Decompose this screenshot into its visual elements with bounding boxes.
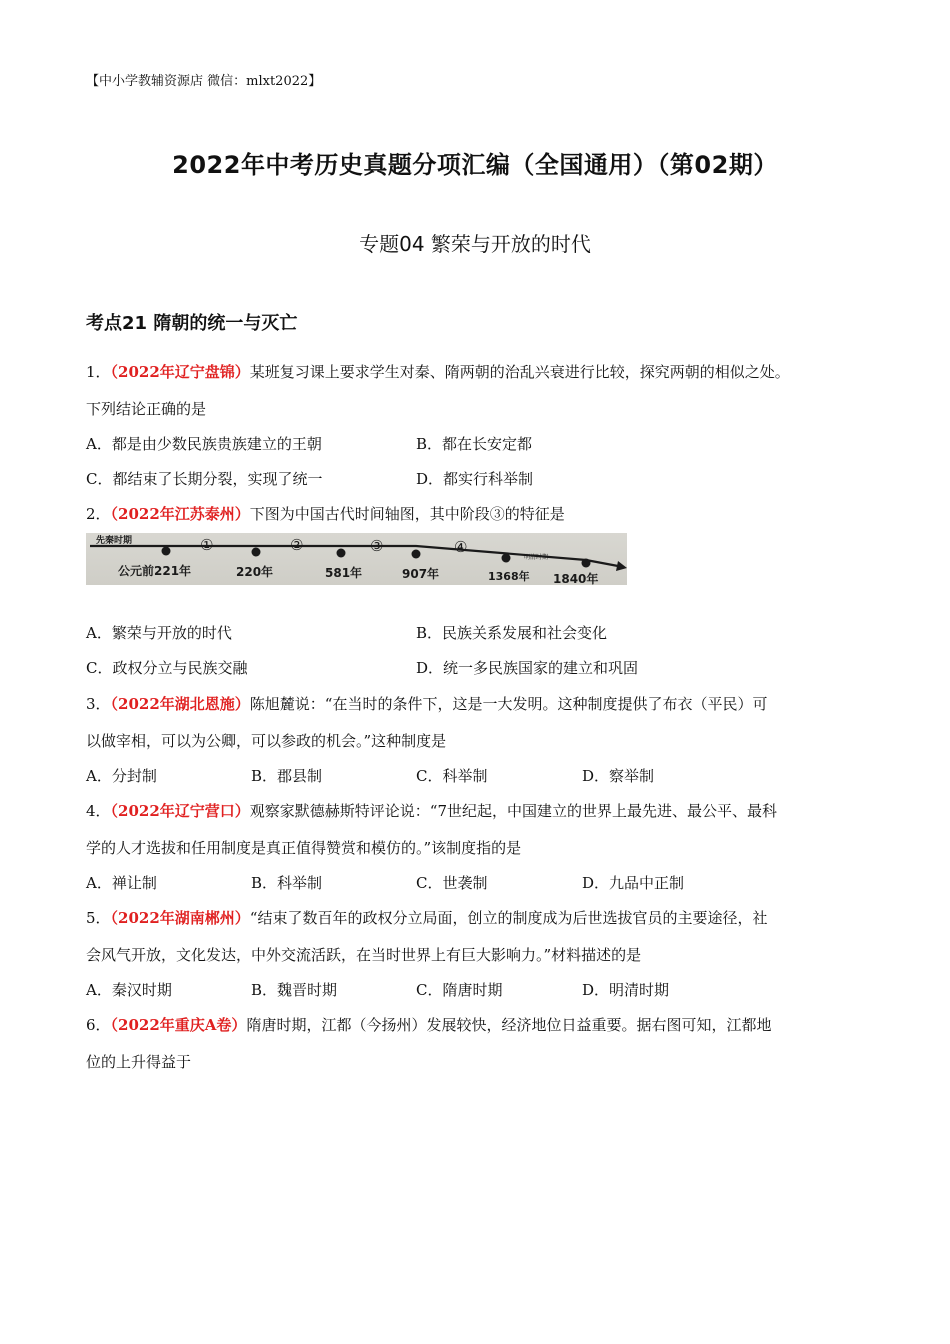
timeline-year: 1368年 [488, 570, 530, 583]
question-number: 1． [86, 363, 111, 381]
document-title: 2022年中考历史真题分项汇编（全国通用）（第02期） [172, 151, 778, 179]
timeline-dot [252, 548, 261, 557]
question-3-option-a: A．分封制 [86, 767, 157, 785]
page-header: 【中小学教辅资源店 微信：mlxt2022】 [86, 74, 322, 89]
question-4-option-d: D．九品中正制 [582, 874, 685, 892]
timeline-year: 907年 [402, 567, 440, 581]
question-1-stem-cont: 下列结论正确的是 [86, 400, 207, 418]
question-4-stem-cont: 学的人才选拔和任用制度是真正值得赞赏和模仿的。”该制度指的是 [86, 839, 522, 857]
question-5-option-d: D．明清时期 [582, 981, 670, 999]
question-source: （2022年湖北恩施） [110, 695, 250, 713]
question-5-option-b: B．魏晋时期 [251, 981, 338, 999]
question-stem: 隋唐时期，江都（今扬州）发展较快，经济地位日益重要。据右图可知，江都地 [246, 1016, 772, 1034]
question-number: 5． [86, 909, 111, 927]
question-2-option-d: D．统一多民族国家的建立和巩固 [416, 659, 639, 677]
timeline-dot [502, 554, 511, 563]
timeline-stage: ③ [370, 537, 384, 555]
question-5-option-c: C．隋唐时期 [416, 981, 503, 999]
question-number: 2． [86, 505, 111, 523]
question-1-option-b: B．都在长安定都 [416, 435, 533, 453]
timeline-stage: ② [290, 536, 304, 554]
timeline-year: 1840年 [553, 572, 599, 585]
timeline-year: 581年 [325, 566, 363, 580]
question-source: （2022年江苏泰州） [110, 505, 250, 523]
question-1-option-c: C．都结束了长期分裂，实现了统一 [86, 470, 323, 488]
question-source: （2022年辽宁营口） [110, 802, 250, 820]
question-3 [86, 693, 767, 714]
timeline-stage: ① [200, 536, 214, 554]
question-4-option-b: B．科举制 [251, 874, 323, 892]
timeline-arrowhead [616, 561, 627, 571]
timeline-label: 明清时期 [524, 554, 549, 561]
question-2 [86, 503, 565, 524]
question-stem: 观察家默德赫斯特评论说：“7世纪起，中国建立的世界上最先进、最公平、最科 [249, 802, 778, 820]
question-source: （2022年湖南郴州） [110, 909, 250, 927]
timeline-label: 先秦时期 [96, 536, 133, 546]
question-5-stem-cont: 会风气开放，文化发达，中外交流活跃，在当时世界上有巨大影响力。”材料描述的是 [86, 946, 642, 964]
question-4 [86, 800, 777, 821]
question-number: 4． [86, 802, 111, 820]
question-1-option-a: A．都是由少数民族贵族建立的王朝 [86, 435, 322, 453]
question-2-option-c: C．政权分立与民族交融 [86, 659, 248, 677]
timeline-dot [337, 549, 346, 558]
question-5 [86, 907, 767, 928]
question-stem: 某班复习课上要求学生对秦、隋两朝的治乱兴衰进行比较，探究两朝的相似之处。 [249, 363, 790, 381]
question-4-option-c: C．世袭制 [416, 874, 488, 892]
timeline-figure [86, 533, 627, 585]
question-4-option-a: A．禅让制 [86, 874, 157, 892]
question-3-option-d: D．察举制 [582, 767, 655, 785]
question-3-option-c: C．科举制 [416, 767, 488, 785]
timeline-dot [162, 547, 171, 556]
question-6-stem-cont: 位的上升得益于 [86, 1053, 192, 1071]
question-6 [86, 1014, 771, 1035]
timeline-dot [582, 559, 591, 568]
timeline-stage: ④ [454, 538, 468, 556]
question-stem: 下图为中国古代时间轴图，其中阶段③的特征是 [249, 505, 565, 523]
question-1 [86, 361, 790, 382]
question-source: （2022年重庆A卷） [110, 1016, 247, 1034]
question-number: 3． [86, 695, 111, 713]
question-3-option-b: B．郡县制 [251, 767, 323, 785]
question-2-option-a: A．繁荣与开放的时代 [86, 624, 232, 642]
question-source: （2022年辽宁盘锦） [110, 363, 250, 381]
question-2-option-b: B．民族关系发展和社会变化 [416, 624, 608, 642]
question-5-option-a: A．秦汉时期 [86, 981, 172, 999]
timeline-year: 公元前221年 [118, 564, 192, 578]
question-stem: “结束了数百年的政权分立局面，创立的制度成为后世选拔官员的主要途径，社 [249, 909, 768, 927]
timeline-dot [412, 550, 421, 559]
document-subtitle: 专题04 繁荣与开放的时代 [359, 232, 591, 256]
question-number: 6． [86, 1016, 111, 1034]
question-1-option-d: D．都实行科举制 [416, 470, 534, 488]
question-3-stem-cont: 以做宰相，可以为公卿，可以参政的机会。”这种制度是 [86, 732, 447, 750]
timeline-year: 220年 [236, 565, 274, 579]
question-stem: 陈旭麓说：“在当时的条件下，这是一大发明。这种制度提供了布衣（平民）可 [249, 695, 768, 713]
section-heading: 考点21 隋朝的统一与灭亡 [86, 313, 298, 334]
